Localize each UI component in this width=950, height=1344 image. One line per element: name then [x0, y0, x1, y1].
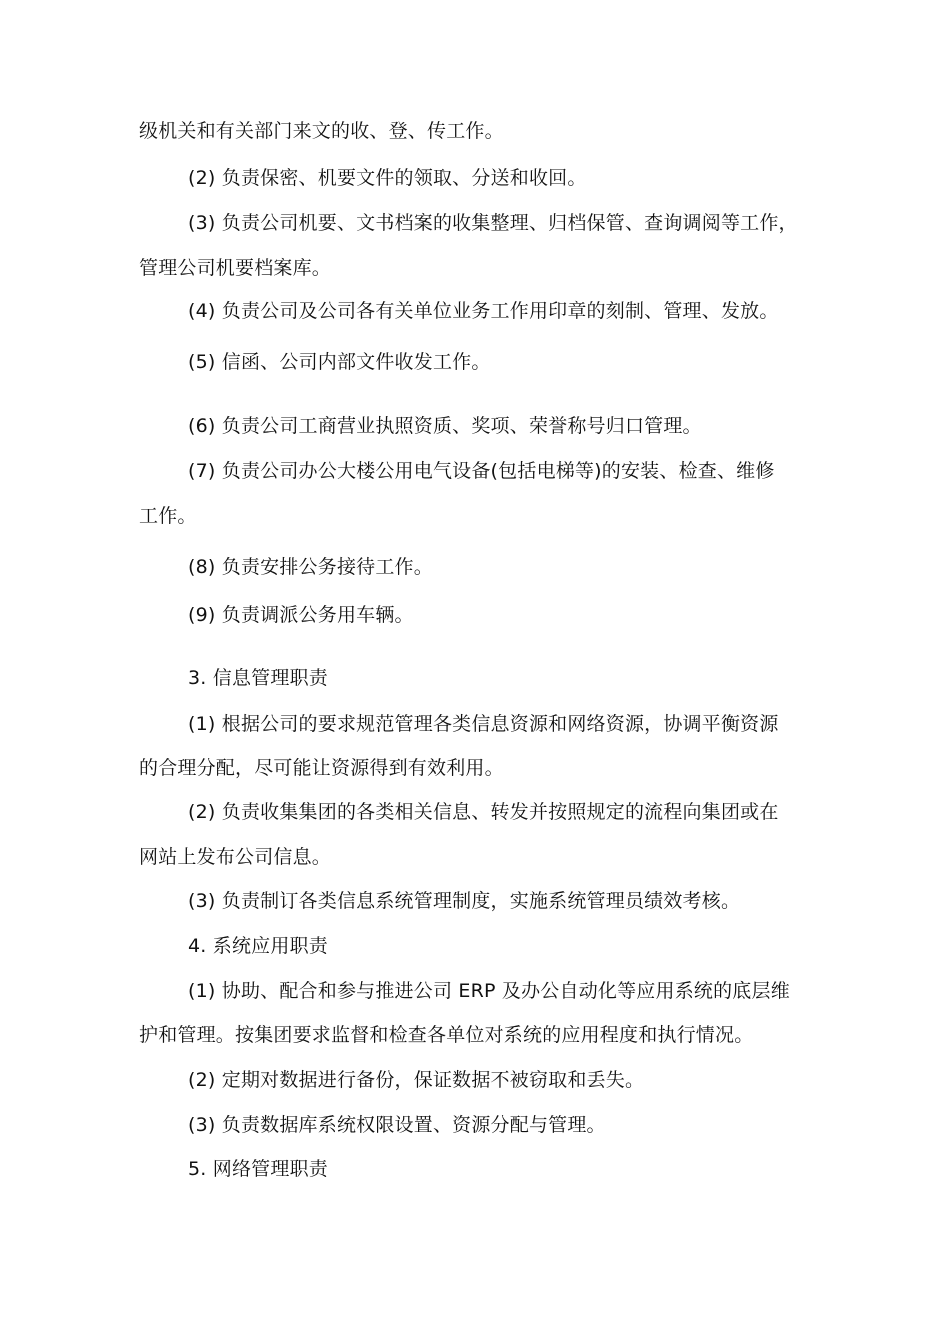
section-heading: 4. 系统应用职责: [188, 935, 328, 957]
paragraph-line: (2) 负责收集集团的各类相关信息、转发并按照规定的流程向集团或在: [188, 801, 779, 823]
paragraph-line: (8) 负责安排公务接待工作。: [188, 556, 433, 578]
paragraph-line: (7) 负责公司办公大楼公用电气设备(包括电梯等)的安装、检查、维修: [188, 460, 775, 482]
paragraph-line: 工作。: [139, 505, 197, 527]
section-heading: 5. 网络管理职责: [188, 1158, 328, 1180]
paragraph-line: (6) 负责公司工商营业执照资质、奖项、荣誉称号归口管理。: [188, 415, 702, 437]
paragraph-line: 网站上发布公司信息。: [139, 846, 332, 868]
paragraph-line: (3) 负责制订各类信息系统管理制度，实施系统管理员绩效考核。: [188, 890, 741, 912]
paragraph-line: (9) 负责调派公务用车辆。: [188, 604, 414, 626]
paragraph-line: (5) 信函、公司内部文件收发工作。: [188, 351, 491, 373]
paragraph-line: (3) 负责数据库系统权限设置、资源分配与管理。: [188, 1114, 606, 1136]
paragraph-line: (1) 根据公司的要求规范管理各类信息资源和网络资源，协调平衡资源: [188, 713, 779, 735]
paragraph-line: (2) 负责保密、机要文件的领取、分送和收回。: [188, 167, 587, 189]
paragraph-line: 的合理分配，尽可能让资源得到有效利用。: [139, 757, 504, 779]
paragraph-line: 管理公司机要档案库。: [139, 257, 332, 279]
paragraph-line: (2) 定期对数据进行备份，保证数据不被窃取和丢失。: [188, 1069, 645, 1091]
paragraph-line: 护和管理。按集团要求监督和检查各单位对系统的应用程度和执行情况。: [139, 1024, 754, 1046]
paragraph-line: 级机关和有关部门来文的收、登、传工作。: [139, 120, 504, 142]
paragraph-line: (3) 负责公司机要、文书档案的收集整理、归档保管、查询调阅等工作，: [188, 212, 798, 234]
paragraph-line: (4) 负责公司及公司各有关单位业务工作用印章的刻制、管理、发放。: [188, 300, 779, 322]
section-heading: 3. 信息管理职责: [188, 667, 328, 689]
paragraph-line: (1) 协助、配合和参与推进公司 ERP 及办公自动化等应用系统的底层维: [188, 980, 790, 1002]
